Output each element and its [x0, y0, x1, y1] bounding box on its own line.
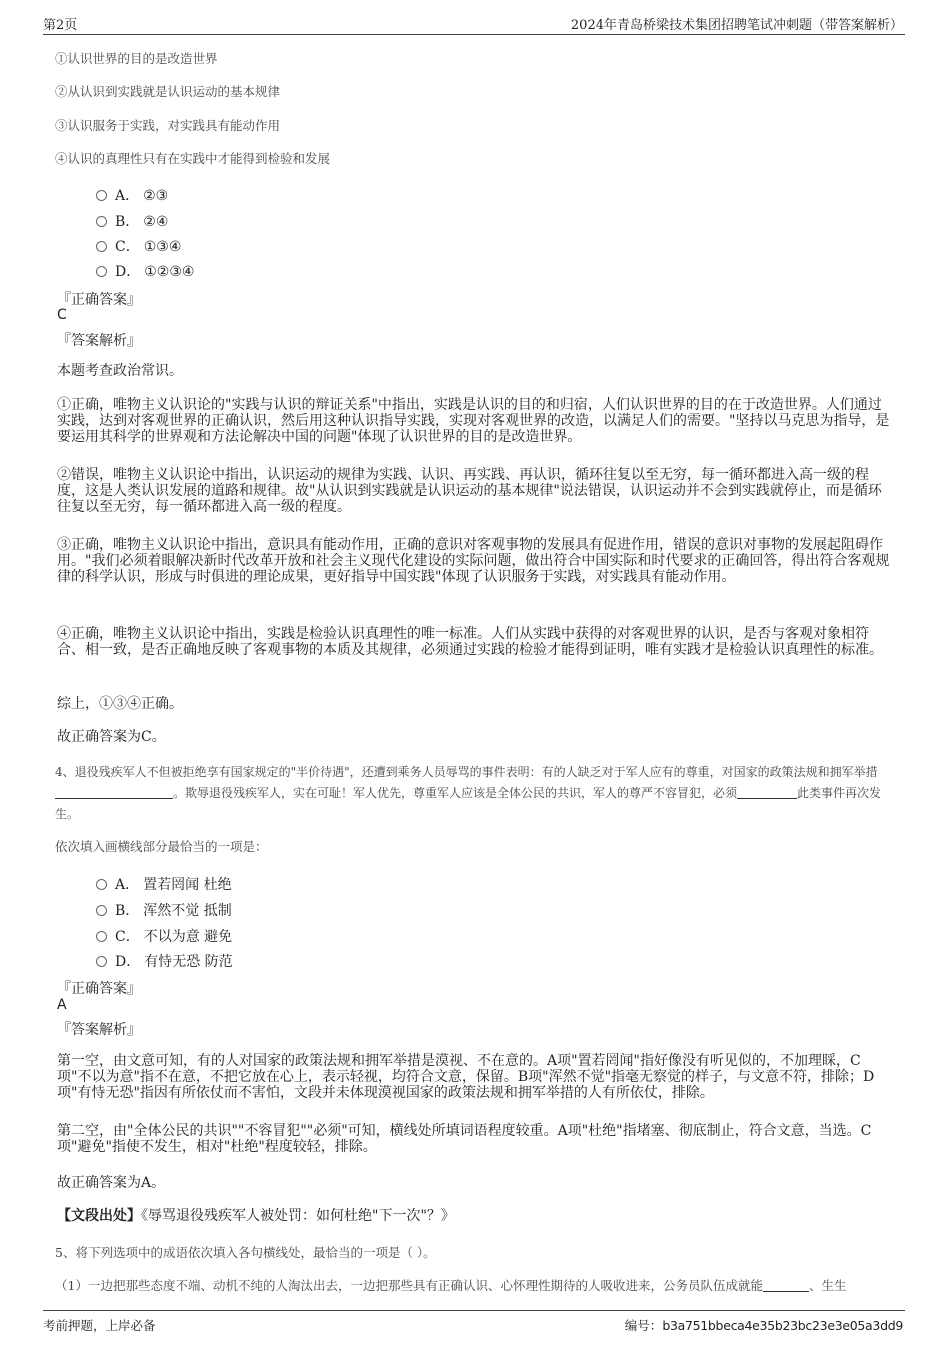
radio-icon[interactable] — [96, 266, 107, 277]
statement: ①认识世界的目的是改造世界 — [55, 51, 218, 66]
fill-blank — [737, 786, 797, 799]
answer-label: 『正确答案』 — [57, 292, 141, 308]
question-instruction: 依次填入画横线部分最恰当的一项是： — [55, 839, 268, 854]
question-stem: 5、将下列选项中的成语依次填入各句横线处，最恰当的一项是（ ）。 — [55, 1245, 436, 1260]
option-c[interactable]: C． 不以为意 避免 — [96, 926, 232, 946]
option-a[interactable]: A． ②③ — [96, 185, 168, 205]
sub-question: （1）一边把那些态度不端、动机不纯的人淘汰出去，一边把那些具有正确认识、心怀理性期待的人吸收进来，公务员队伍成就能 、生生 — [55, 1278, 847, 1293]
option-b[interactable]: B． 浑然不觉 抵制 — [96, 900, 232, 920]
analysis-paragraph: ①正确，唯物主义认识论的"实践与认识的辩证关系"中指出，实践是认识的目的和归宿，人们认识世界的目的在于改造世界。人们通过实践，达到对客观世界的正确认识，然后用这种认识指导实践，实现对客观世界的改造，以满足人们的需要。"坚持以马克思为指导，是要运用其科学的世界观和方法论解决中国的问题"体现了认识世界的目的是改造世界。 — [57, 397, 890, 445]
radio-icon[interactable] — [96, 190, 107, 201]
analysis-paragraph: 本题考查政治常识。 — [57, 363, 183, 379]
option-c[interactable]: C． ①③④ — [96, 236, 181, 256]
question-stem: 4、退役残疾军人不但被拒绝享有国家规定的"半价待遇"，还遭到乘务人员辱骂的事件表明：有的人缺乏对于军人应有的尊重，对国家的政策法规和拥军举措。欺辱退役残疾军人，实在可耻！军人优先，尊重军人应该是全体公民的共识，军人的尊严不容冒犯，必须 此类事件再次发生。 — [55, 765, 882, 821]
analysis-paragraph: 故正确答案为C。 — [57, 729, 166, 745]
analysis-paragraph: 综上，①③④正确。 — [57, 696, 183, 712]
page-header — [43, 12, 905, 35]
option-b[interactable]: B． ②④ — [96, 211, 168, 231]
fill-blank — [763, 1279, 809, 1292]
option-a[interactable]: A． 置若罔闻 杜绝 — [96, 874, 232, 894]
radio-icon[interactable] — [96, 956, 107, 967]
radio-icon[interactable] — [96, 879, 107, 890]
analysis-paragraph: ④正确，唯物主义认识论中指出，实践是检验认识真理性的唯一标准。人们从实践中获得的对客观世界的认识，是否与客观对象相符合、相一致，是否正确地反映了客观事物的本质及其规律，必须通过实践的检验才能得到证明，唯有实践才是检验认识真理性的标准。 — [57, 626, 883, 658]
statement: ④认识的真理性只有在实践中才能得到检验和发展 — [55, 151, 331, 166]
answer-label: 『正确答案』 — [57, 981, 141, 997]
document-code: 编号：b3a751bbeca4e35b23bc23e3e05a3dd9 — [624, 1318, 903, 1333]
radio-icon[interactable] — [96, 216, 107, 227]
page-number: 第2页 — [43, 18, 78, 33]
analysis-paragraph: ②错误，唯物主义认识论中指出，认识运动的规律为实践、认识、再实践、再认识，循环往复以至无穷，每一循环都进入高一级的程度，这是人类认识发展的道路和规律。故"从认识到实践就是认识运动的基本规律"说法错误，认识运动并不会到实践就停止，而是循环往复以至无穷，每一循环都进入高一级的程度。 — [57, 467, 882, 515]
page-footer — [43, 1310, 905, 1335]
radio-icon[interactable] — [96, 905, 107, 916]
analysis-label: 『答案解析』 — [57, 333, 141, 349]
analysis-paragraph: ③正确，唯物主义认识论中指出，意识具有能动作用，正确的意识对客观事物的发展具有促进作用，错误的意识对事物的发展起阻碍作用。"我们必须着眼解决新时代改革开放和社会主义现代化建设的实际问题，做出符合中国实际和时代要求的正确回答，得出符合客观规律的科学认识，形成与时俱进的理论成果，更好指导中国实践"体现了认识服务于实践，对实践具有能动作用。 — [57, 537, 890, 585]
correct-answer: A — [57, 997, 67, 1013]
analysis-paragraph: 第二空，由"全体公民的共识""不容冒犯""必须"可知，横线处所填词语程度较重。A项"杜绝"指堵塞、彻底制止，符合文意，当选。C项"避免"指使不发生，相对"杜绝"程度较轻，排除。 — [57, 1123, 872, 1155]
statement: ②从认识到实践就是认识运动的基本规律 — [55, 84, 281, 99]
statement: ③认识服务于实践，对实践具有能动作用 — [55, 118, 281, 133]
option-d[interactable]: D． ①②③④ — [96, 261, 194, 281]
analysis-label: 『答案解析』 — [57, 1022, 141, 1038]
radio-icon[interactable] — [96, 931, 107, 942]
analysis-paragraph: 第一空，由文意可知，有的人对国家的政策法规和拥军举措是漠视、不在意的。A项"置若罔闻"指好像没有听见似的，不加理睬，C项"不以为意"指不在意，不把它放在心上，表示轻视，均符合文意，保留。B项"浑然不觉"指毫无察觉的样子，与文意不符，排除；D项"有恃无恐"指因有所依仗而不害怕，文段并未体现漠视国家的政策法规和拥军举措的人有所依仗，排除。 — [57, 1053, 875, 1101]
analysis-paragraph: 故正确答案为A。 — [57, 1175, 166, 1191]
document-title: 2024年青岛桥梁技术集团招聘笔试冲刺题（带答案解析） — [570, 18, 903, 33]
fill-blank — [55, 786, 173, 799]
footer-slogan: 考前押题，上岸必备 — [43, 1318, 156, 1333]
radio-icon[interactable] — [96, 241, 107, 252]
source-line: 【文段出处】《辱骂退役残疾军人被处罚：如何杜绝"下一次"？》 — [57, 1208, 455, 1224]
option-d[interactable]: D． 有恃无恐 防范 — [96, 951, 233, 971]
correct-answer: C — [57, 307, 67, 323]
